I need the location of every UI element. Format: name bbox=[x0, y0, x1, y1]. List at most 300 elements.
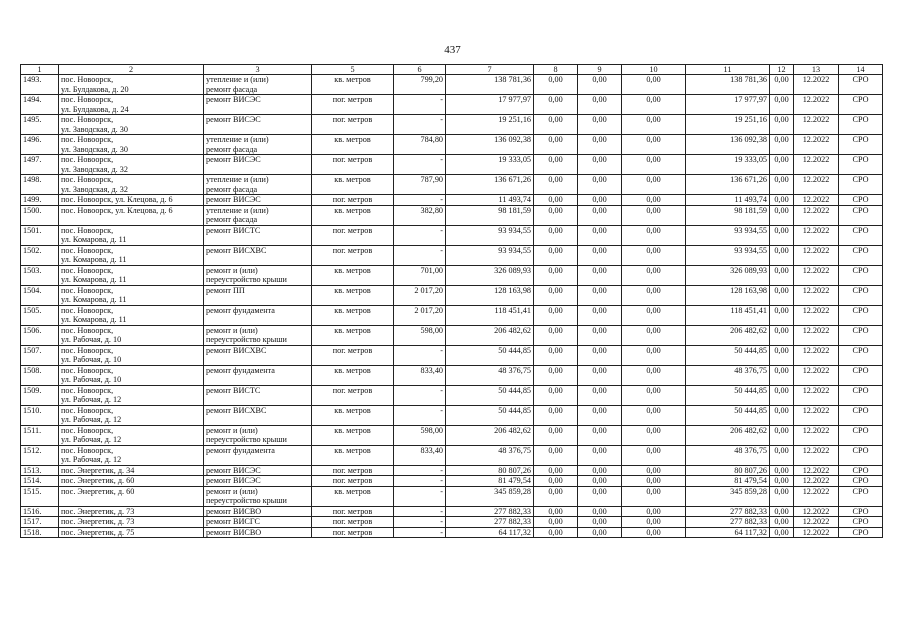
table-cell: 0,00 bbox=[622, 465, 686, 476]
column-header: 10 bbox=[622, 65, 686, 75]
table-cell: 50 444,85 bbox=[686, 385, 770, 405]
table-cell: СРО bbox=[839, 305, 883, 325]
table-cell: пос. Новоорск, ул. Булдакова, д. 24 bbox=[59, 95, 204, 115]
data-table bbox=[20, 64, 883, 538]
table-cell: - bbox=[394, 115, 446, 135]
table-cell: - bbox=[394, 527, 446, 538]
table-cell: 0,00 bbox=[770, 75, 794, 95]
table-cell: 50 444,85 bbox=[446, 405, 534, 425]
table-cell: пос. Новоорск, ул. Булдакова, д. 20 bbox=[59, 75, 204, 95]
table-cell: 0,00 bbox=[622, 325, 686, 345]
table-cell: 11 493,74 bbox=[446, 195, 534, 206]
table-cell: 136 671,26 bbox=[446, 175, 534, 195]
table-cell: 0,00 bbox=[578, 405, 622, 425]
table-cell: 93 934,55 bbox=[686, 245, 770, 265]
table-cell: пог. метров bbox=[312, 506, 394, 517]
table-cell: пог. метров bbox=[312, 527, 394, 538]
table-cell: СРО bbox=[839, 385, 883, 405]
table-row bbox=[21, 175, 883, 195]
table-cell: 0,00 bbox=[622, 245, 686, 265]
table-cell: ремонт и (или) переустройство крыши bbox=[204, 486, 312, 506]
table-cell: пос. Новоорск, ул. Клецова, д. 6 bbox=[59, 195, 204, 206]
table-cell: 326 089,93 bbox=[686, 265, 770, 285]
table-cell: 19 333,05 bbox=[686, 155, 770, 175]
table-cell: 64 117,32 bbox=[446, 527, 534, 538]
table-cell: пог. метров bbox=[312, 385, 394, 405]
table-cell: 50 444,85 bbox=[686, 345, 770, 365]
table-cell: 1505. bbox=[21, 305, 59, 325]
table-cell: ремонт ВИСХВС bbox=[204, 245, 312, 265]
table-cell: 0,00 bbox=[534, 205, 578, 225]
table-cell: 48 376,75 bbox=[446, 365, 534, 385]
table-row bbox=[21, 205, 883, 225]
table-cell: кв. метров bbox=[312, 265, 394, 285]
table-cell: 0,00 bbox=[534, 135, 578, 155]
table-cell: 0,00 bbox=[622, 476, 686, 487]
table-cell: пос. Новоорск, ул. Комарова, д. 11 bbox=[59, 245, 204, 265]
table-cell: кв. метров bbox=[312, 365, 394, 385]
table-cell: 0,00 bbox=[534, 445, 578, 465]
table-cell: 19 251,16 bbox=[686, 115, 770, 135]
table-cell: - bbox=[394, 345, 446, 365]
table-cell: пос. Новоорск, ул. Заводская, д. 30 bbox=[59, 135, 204, 155]
table-cell: СРО bbox=[839, 175, 883, 195]
table-row bbox=[21, 115, 883, 135]
table-row bbox=[21, 305, 883, 325]
table-cell: 12.2022 bbox=[794, 405, 839, 425]
header-row bbox=[21, 65, 883, 75]
table-cell: ремонт ВИСЭС bbox=[204, 95, 312, 115]
table-row bbox=[21, 405, 883, 425]
table-cell: 0,00 bbox=[770, 405, 794, 425]
table-cell: ремонт ВИСЭС bbox=[204, 465, 312, 476]
table-cell: 0,00 bbox=[622, 305, 686, 325]
table-cell: СРО bbox=[839, 245, 883, 265]
table-cell: 50 444,85 bbox=[686, 405, 770, 425]
table-cell: 48 376,75 bbox=[686, 445, 770, 465]
table-cell: 0,00 bbox=[534, 465, 578, 476]
table-cell: пог. метров bbox=[312, 476, 394, 487]
table-cell: 0,00 bbox=[578, 476, 622, 487]
table-cell: кв. метров bbox=[312, 75, 394, 95]
table-cell: 0,00 bbox=[578, 305, 622, 325]
table-cell: 118 451,41 bbox=[686, 305, 770, 325]
table-cell: 0,00 bbox=[622, 195, 686, 206]
table-cell: 0,00 bbox=[578, 465, 622, 476]
table-cell: СРО bbox=[839, 95, 883, 115]
table-cell: пог. метров bbox=[312, 95, 394, 115]
table-cell: пос. Новоорск, ул. Заводская, д. 30 bbox=[59, 115, 204, 135]
table-cell: кв. метров bbox=[312, 425, 394, 445]
table-cell: 0,00 bbox=[622, 225, 686, 245]
table-cell: СРО bbox=[839, 527, 883, 538]
table-cell: 1504. bbox=[21, 285, 59, 305]
table-cell: 0,00 bbox=[770, 506, 794, 517]
table-cell: 1507. bbox=[21, 345, 59, 365]
table-cell: 0,00 bbox=[622, 527, 686, 538]
table-cell: 0,00 bbox=[578, 95, 622, 115]
table-cell: СРО bbox=[839, 265, 883, 285]
table-cell: 787,90 bbox=[394, 175, 446, 195]
table-cell: пос. Энергетик, д. 60 bbox=[59, 476, 204, 487]
table-cell: ремонт ВИСВО bbox=[204, 527, 312, 538]
table-cell: 0,00 bbox=[622, 205, 686, 225]
table-cell: 1499. bbox=[21, 195, 59, 206]
table-cell: 0,00 bbox=[622, 285, 686, 305]
table-cell: ремонт ПП bbox=[204, 285, 312, 305]
table-row bbox=[21, 265, 883, 285]
table-cell: кв. метров bbox=[312, 305, 394, 325]
table-cell: пос. Новоорск, ул. Комарова, д. 11 bbox=[59, 285, 204, 305]
table-cell: 1514. bbox=[21, 476, 59, 487]
table-cell: 12.2022 bbox=[794, 476, 839, 487]
table-cell: СРО bbox=[839, 405, 883, 425]
table-cell: 93 934,55 bbox=[446, 225, 534, 245]
table-cell: 0,00 bbox=[770, 527, 794, 538]
table-row bbox=[21, 445, 883, 465]
table-cell: 0,00 bbox=[534, 365, 578, 385]
table-cell: 0,00 bbox=[534, 285, 578, 305]
table-cell: 93 934,55 bbox=[686, 225, 770, 245]
table-cell: 0,00 bbox=[770, 265, 794, 285]
table-row bbox=[21, 385, 883, 405]
table-cell: 1495. bbox=[21, 115, 59, 135]
column-header: 7 bbox=[446, 65, 534, 75]
table-cell: 0,00 bbox=[578, 285, 622, 305]
table-cell: 0,00 bbox=[534, 195, 578, 206]
table-cell: - bbox=[394, 486, 446, 506]
table-cell: 0,00 bbox=[578, 155, 622, 175]
table-cell: ремонт ВИСЭС bbox=[204, 195, 312, 206]
table-cell: 1509. bbox=[21, 385, 59, 405]
table-cell: 1516. bbox=[21, 506, 59, 517]
table-cell: 0,00 bbox=[534, 486, 578, 506]
table-cell: ремонт ВИСВО bbox=[204, 506, 312, 517]
table-cell: - bbox=[394, 476, 446, 487]
table-cell: 12.2022 bbox=[794, 345, 839, 365]
table-row bbox=[21, 245, 883, 265]
table-cell: утепление и (или) ремонт фасада bbox=[204, 75, 312, 95]
table-cell: ремонт и (или) переустройство крыши bbox=[204, 425, 312, 445]
table-cell: 0,00 bbox=[578, 506, 622, 517]
table-cell: СРО bbox=[839, 75, 883, 95]
table-cell: 12.2022 bbox=[794, 115, 839, 135]
column-header: 5 bbox=[312, 65, 394, 75]
table-cell: 0,00 bbox=[770, 245, 794, 265]
table-cell: 0,00 bbox=[622, 385, 686, 405]
column-header: 8 bbox=[534, 65, 578, 75]
table-cell: пос. Новоорск, ул. Комарова, д. 11 bbox=[59, 305, 204, 325]
table-cell: СРО bbox=[839, 135, 883, 155]
table-cell: пос. Новоорск, ул. Рабочая, д. 12 bbox=[59, 405, 204, 425]
table-row bbox=[21, 345, 883, 365]
table-cell: 12.2022 bbox=[794, 205, 839, 225]
table-cell: 0,00 bbox=[578, 425, 622, 445]
table-cell: ремонт ВИСЭС bbox=[204, 155, 312, 175]
table-cell: ремонт ВИСХВС bbox=[204, 345, 312, 365]
table-cell: 12.2022 bbox=[794, 425, 839, 445]
table-cell: СРО bbox=[839, 476, 883, 487]
table-row bbox=[21, 486, 883, 506]
table-cell: 598,00 bbox=[394, 325, 446, 345]
table-row bbox=[21, 195, 883, 206]
table-cell: 0,00 bbox=[622, 517, 686, 528]
table-cell: 0,00 bbox=[578, 445, 622, 465]
table-cell: 0,00 bbox=[534, 527, 578, 538]
table-cell: СРО bbox=[839, 195, 883, 206]
table-cell: 81 479,54 bbox=[446, 476, 534, 487]
table-cell: 138 781,36 bbox=[446, 75, 534, 95]
table-cell: СРО bbox=[839, 517, 883, 528]
table-row bbox=[21, 365, 883, 385]
column-header: 1 bbox=[21, 65, 59, 75]
table-cell: 345 859,28 bbox=[686, 486, 770, 506]
column-header: 14 bbox=[839, 65, 883, 75]
table-cell: утепление и (или) ремонт фасада bbox=[204, 135, 312, 155]
table-cell: 0,00 bbox=[622, 405, 686, 425]
column-header: 9 bbox=[578, 65, 622, 75]
table-cell: - bbox=[394, 405, 446, 425]
table-cell: СРО bbox=[839, 345, 883, 365]
table-cell: ремонт ВИСЭС bbox=[204, 476, 312, 487]
table-row bbox=[21, 425, 883, 445]
table-cell: 0,00 bbox=[534, 476, 578, 487]
table-cell: 0,00 bbox=[534, 506, 578, 517]
table-cell: 12.2022 bbox=[794, 95, 839, 115]
table-cell: 206 482,62 bbox=[446, 325, 534, 345]
column-header: 2 bbox=[59, 65, 204, 75]
table-cell: 0,00 bbox=[534, 345, 578, 365]
table-cell: 12.2022 bbox=[794, 445, 839, 465]
table-cell: 0,00 bbox=[770, 195, 794, 206]
table-cell: 0,00 bbox=[770, 285, 794, 305]
table-cell: 12.2022 bbox=[794, 365, 839, 385]
table-cell: 799,20 bbox=[394, 75, 446, 95]
table-cell: 1517. bbox=[21, 517, 59, 528]
table-cell: 12.2022 bbox=[794, 285, 839, 305]
table-cell: пос. Новоорск, ул. Рабочая, д. 12 bbox=[59, 385, 204, 405]
table-cell: СРО bbox=[839, 225, 883, 245]
table-cell: 0,00 bbox=[770, 486, 794, 506]
table-cell: пог. метров bbox=[312, 465, 394, 476]
table-cell: ремонт фундамента bbox=[204, 445, 312, 465]
table-cell: 64 117,32 bbox=[686, 527, 770, 538]
table-cell: 50 444,85 bbox=[446, 345, 534, 365]
table-row bbox=[21, 527, 883, 538]
table-cell: 0,00 bbox=[578, 325, 622, 345]
table-cell: 1494. bbox=[21, 95, 59, 115]
table-cell: СРО bbox=[839, 205, 883, 225]
table-cell: 12.2022 bbox=[794, 175, 839, 195]
table-cell: 48 376,75 bbox=[686, 365, 770, 385]
table-cell: 2 017,20 bbox=[394, 285, 446, 305]
table-cell: СРО bbox=[839, 115, 883, 135]
table-cell: - bbox=[394, 195, 446, 206]
table-cell: 48 376,75 bbox=[446, 445, 534, 465]
table-cell: 0,00 bbox=[770, 517, 794, 528]
table-row bbox=[21, 285, 883, 305]
table-cell: - bbox=[394, 225, 446, 245]
table-cell: 0,00 bbox=[534, 385, 578, 405]
table-cell: 0,00 bbox=[770, 345, 794, 365]
table-cell: пос. Энергетик, д. 75 bbox=[59, 527, 204, 538]
column-header: 6 bbox=[394, 65, 446, 75]
table-cell: 784,80 bbox=[394, 135, 446, 155]
table-cell: ремонт ВИСЭС bbox=[204, 115, 312, 135]
table-cell: 98 181,59 bbox=[446, 205, 534, 225]
table-cell: 0,00 bbox=[578, 486, 622, 506]
table-cell: 1496. bbox=[21, 135, 59, 155]
table-cell: 0,00 bbox=[534, 405, 578, 425]
table-cell: 0,00 bbox=[770, 175, 794, 195]
table-cell: 1512. bbox=[21, 445, 59, 465]
table-cell: ремонт фундамента bbox=[204, 365, 312, 385]
table-row bbox=[21, 225, 883, 245]
table-cell: 1503. bbox=[21, 265, 59, 285]
table-cell: СРО bbox=[839, 285, 883, 305]
table-cell: 277 882,33 bbox=[686, 506, 770, 517]
table-cell: 1513. bbox=[21, 465, 59, 476]
table-row bbox=[21, 476, 883, 487]
table-cell: 12.2022 bbox=[794, 135, 839, 155]
table-cell: 277 882,33 bbox=[446, 506, 534, 517]
table-cell: СРО bbox=[839, 506, 883, 517]
table-cell: 1501. bbox=[21, 225, 59, 245]
table-cell: 11 493,74 bbox=[686, 195, 770, 206]
table-cell: СРО bbox=[839, 425, 883, 445]
table-cell: 0,00 bbox=[622, 445, 686, 465]
table-row bbox=[21, 135, 883, 155]
table-cell: пог. метров bbox=[312, 517, 394, 528]
table-cell: 0,00 bbox=[578, 345, 622, 365]
table-cell: 0,00 bbox=[770, 305, 794, 325]
column-header: 12 bbox=[770, 65, 794, 75]
table-cell: 1518. bbox=[21, 527, 59, 538]
table-cell: 0,00 bbox=[622, 345, 686, 365]
table-cell: 206 482,62 bbox=[686, 425, 770, 445]
table-cell: - bbox=[394, 95, 446, 115]
table-cell: 833,40 bbox=[394, 365, 446, 385]
table-cell: СРО bbox=[839, 155, 883, 175]
table-cell: 1502. bbox=[21, 245, 59, 265]
table-cell: 0,00 bbox=[578, 195, 622, 206]
table-cell: кв. метров bbox=[312, 135, 394, 155]
table-cell: 19 251,16 bbox=[446, 115, 534, 135]
table-cell: 0,00 bbox=[578, 175, 622, 195]
table-cell: 0,00 bbox=[770, 135, 794, 155]
table-cell: 0,00 bbox=[770, 385, 794, 405]
table-cell: СРО bbox=[839, 486, 883, 506]
table-cell: пос. Новоорск, ул. Комарова, д. 11 bbox=[59, 225, 204, 245]
table-cell: пог. метров bbox=[312, 195, 394, 206]
table-cell: 0,00 bbox=[770, 225, 794, 245]
table-cell: 12.2022 bbox=[794, 195, 839, 206]
table-cell: 1500. bbox=[21, 205, 59, 225]
table-cell: 12.2022 bbox=[794, 265, 839, 285]
table-cell: пог. метров bbox=[312, 225, 394, 245]
table-cell: 0,00 bbox=[534, 155, 578, 175]
table-cell: пог. метров bbox=[312, 345, 394, 365]
table-cell: 0,00 bbox=[622, 486, 686, 506]
table-cell: - bbox=[394, 517, 446, 528]
table-cell: 0,00 bbox=[622, 95, 686, 115]
table-cell: 0,00 bbox=[770, 425, 794, 445]
table-cell: - bbox=[394, 245, 446, 265]
table-cell: 0,00 bbox=[534, 265, 578, 285]
table-cell: 0,00 bbox=[534, 425, 578, 445]
table-row bbox=[21, 155, 883, 175]
table-cell: 1515. bbox=[21, 486, 59, 506]
table-cell: 0,00 bbox=[534, 95, 578, 115]
table-cell: кв. метров bbox=[312, 486, 394, 506]
table-cell: 12.2022 bbox=[794, 225, 839, 245]
column-header: 3 bbox=[204, 65, 312, 75]
table-cell: 0,00 bbox=[578, 225, 622, 245]
table-row bbox=[21, 75, 883, 95]
table-cell: пог. метров bbox=[312, 155, 394, 175]
table-cell: 0,00 bbox=[534, 175, 578, 195]
column-header: 13 bbox=[794, 65, 839, 75]
table-cell: 0,00 bbox=[534, 305, 578, 325]
table-cell: 138 781,36 bbox=[686, 75, 770, 95]
table-cell: 0,00 bbox=[770, 325, 794, 345]
table-cell: 0,00 bbox=[534, 225, 578, 245]
table-cell: 2 017,20 bbox=[394, 305, 446, 325]
table-cell: 80 807,26 bbox=[446, 465, 534, 476]
table-cell: 12.2022 bbox=[794, 305, 839, 325]
table-cell: 81 479,54 bbox=[686, 476, 770, 487]
table-cell: 206 482,62 bbox=[446, 425, 534, 445]
table-cell: 0,00 bbox=[770, 465, 794, 476]
table-cell: 0,00 bbox=[770, 115, 794, 135]
table-cell: ремонт ВИСТС bbox=[204, 385, 312, 405]
table-cell: 12.2022 bbox=[794, 155, 839, 175]
table-cell: 0,00 bbox=[770, 155, 794, 175]
table-cell: 0,00 bbox=[622, 425, 686, 445]
table-row bbox=[21, 325, 883, 345]
table-cell: 0,00 bbox=[622, 75, 686, 95]
table-cell: пос. Новоорск, ул. Комарова, д. 11 bbox=[59, 265, 204, 285]
table-cell: 1493. bbox=[21, 75, 59, 95]
table-cell: кв. метров bbox=[312, 175, 394, 195]
table-cell: - bbox=[394, 506, 446, 517]
table-cell: 1508. bbox=[21, 365, 59, 385]
table-cell: кв. метров bbox=[312, 445, 394, 465]
table-cell: 0,00 bbox=[578, 385, 622, 405]
table-cell: 12.2022 bbox=[794, 506, 839, 517]
table-cell: СРО bbox=[839, 445, 883, 465]
table-cell: 12.2022 bbox=[794, 486, 839, 506]
table-cell: 12.2022 bbox=[794, 325, 839, 345]
table-cell: 0,00 bbox=[534, 517, 578, 528]
table-cell: 136 671,26 bbox=[686, 175, 770, 195]
table-cell: пос. Энергетик, д. 73 bbox=[59, 506, 204, 517]
table-cell: 98 181,59 bbox=[686, 205, 770, 225]
table-cell: 0,00 bbox=[534, 75, 578, 95]
table-cell: 0,00 bbox=[770, 205, 794, 225]
table-cell: кв. метров bbox=[312, 405, 394, 425]
table-cell: 0,00 bbox=[622, 115, 686, 135]
table-row bbox=[21, 465, 883, 476]
table-cell: ремонт ВИСХВС bbox=[204, 405, 312, 425]
table-cell: 0,00 bbox=[578, 115, 622, 135]
table-cell: пог. метров bbox=[312, 115, 394, 135]
table-row bbox=[21, 95, 883, 115]
table-row bbox=[21, 506, 883, 517]
table-cell: 0,00 bbox=[622, 506, 686, 517]
table-cell: 128 163,98 bbox=[686, 285, 770, 305]
table-cell: СРО bbox=[839, 365, 883, 385]
